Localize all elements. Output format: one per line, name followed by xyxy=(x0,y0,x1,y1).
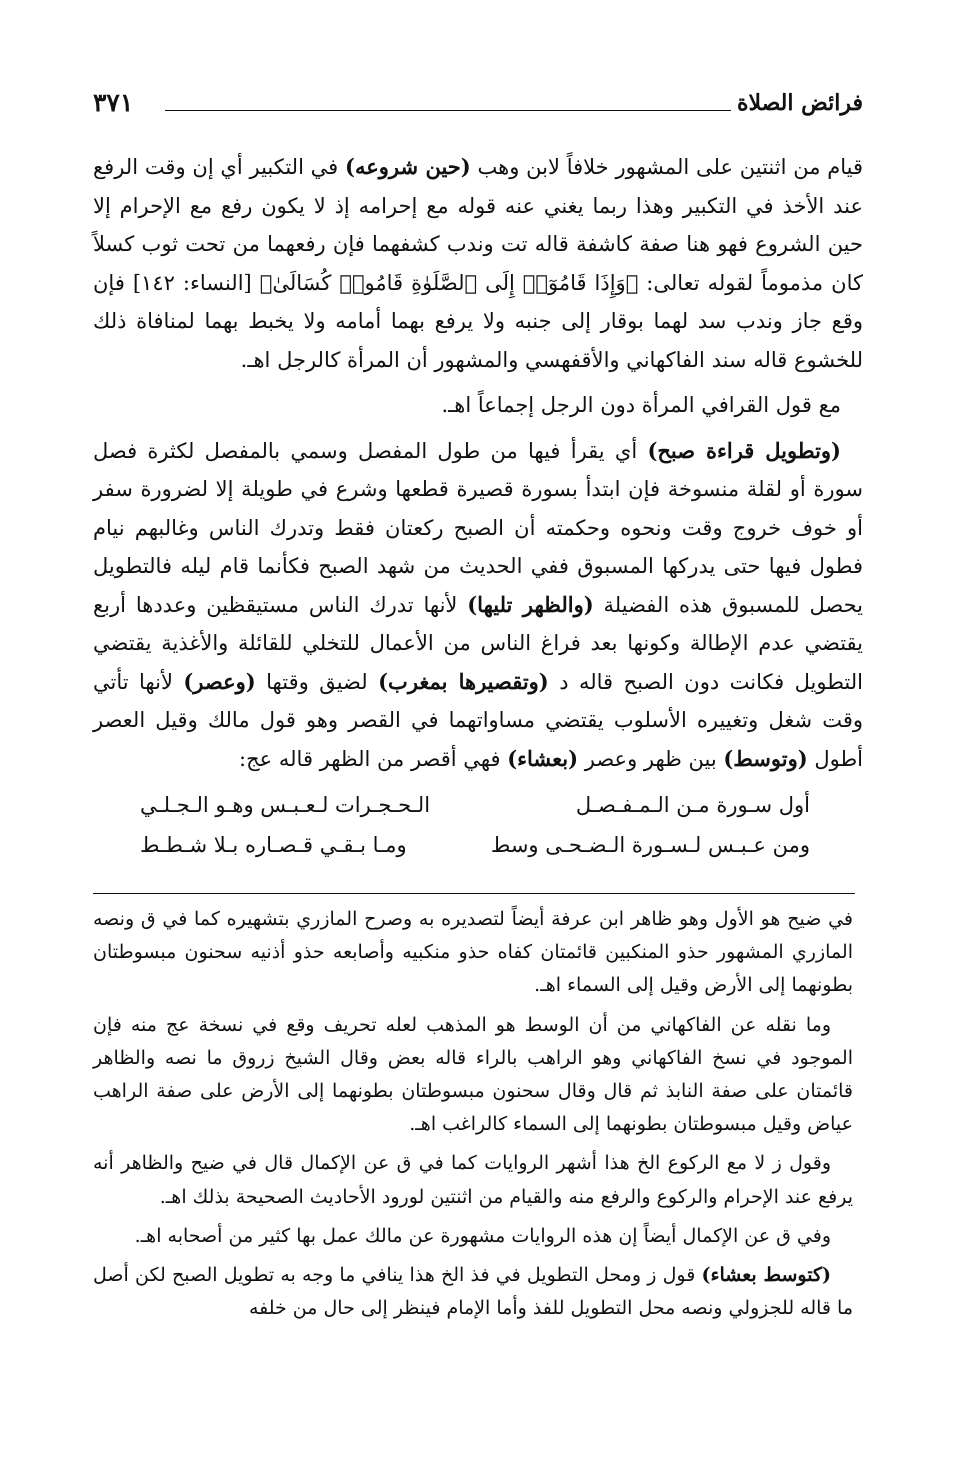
bold-term: (وتقصيرها بمغرب) xyxy=(378,668,549,694)
footnote-paragraph: وقول ز لا مع الركوع الخ هذا أشهر الروايات كما في ق عن الإكمال قال في ضيح والظاهر أنه يرفع عند الإحرام والركوع والرفع منه والقيام من اثنتين لورود الأحاديث الصحيحة بذلك اهـ. xyxy=(93,1152,853,1208)
bold-term: (وتوسط) xyxy=(723,745,808,771)
footnote-separator xyxy=(93,893,855,894)
poem-verse-2 xyxy=(140,833,810,873)
text-run: في التكبير أي إن وقت الرفع عند الأخذ في التكبير وهذا ربما يغني عنه قوله مع إحرامه إذ لا يكون رفع مع الإحرام إلا حين الشروع فهو هنا صفة كاشفة قاله تت وندب كشفهما فإن رفعهما من تحت ثوب كسلاً كان مذموماً لقوله تعالى: ﴿وَإِذَا قَامُوٓا۟ إِلَى ٱلصَّلَوٰةِ قَامُوا۟ كُسَالَىٰ﴾ [النساء: ١٤٢] فإن وقع جاز وندب سد لهما بوقار إلى جنبه ولا يرفع بهما أمامه ولا يخبط بهما لمنافاة ذلك للخشوع قاله سند الفاكهاني والأقفهسي والمشهور أن المرأة كالرجل اهـ. xyxy=(93,155,863,372)
bold-term: (والظهر تليها) xyxy=(467,591,594,617)
header-rule xyxy=(165,110,731,111)
paragraph-2: مع قول القرافي المرأة دون الرجل إجماعاً اهـ. xyxy=(441,393,841,417)
bold-term: (كتوسط بعشاء) xyxy=(701,1264,831,1287)
bold-term: (وتطويل قراءة صبح) xyxy=(647,437,841,463)
footnotes xyxy=(93,903,853,1325)
main-text xyxy=(93,148,863,778)
page-header xyxy=(93,88,863,128)
page-number: ٣٧١ xyxy=(93,88,134,117)
text-run: لأنها تأتي وقت شغل وتغييره الأسلوب يقتضي مساواتهما في القصر وهو قول مالك وقيل العصر أطول xyxy=(93,669,863,771)
text-run: قول ز ومحل التطويل في فذ الخ هذا ينافي ما وجه به تطويل الصبح لكن أصل ما قاله للجزولي ونصه محل التطويل للفذ وأما الإمام فينظر إلى حال من خلفه xyxy=(93,1264,853,1320)
text-run: أي يقرأ فيها من طول المفصل وسمي بالمفصل لكثرة فصل سورة أو لقلة منسوخة فإن ابتدأ بسورة قصيرة قطعها وشرع في طويلة إلا لضرورة سفر أو خوف خروج وقت ونحوه وحكمته أن الصبح ركعتان فقط وتدرك الناس وغالبهم نيام فطول فيها حتى يدركها المسبوق ففي الحديث من شهد الصبح فكأنما قام ليله فالتطويل يحصل للمسبوق هذه الفضيلة xyxy=(93,438,864,617)
poem-verse-1 xyxy=(140,793,810,833)
paragraph-3 xyxy=(93,432,863,779)
bold-term: (بعشاء) xyxy=(507,745,579,771)
text-run: لضيق وقتها xyxy=(255,669,379,694)
text-run: بين ظهر وعصر xyxy=(578,746,724,771)
text-run: لأنها تدرك الناس مستيقظين وعددها أربع يقتضي عدم الإطالة وكونها بعد فراغ الناس من الأعمال للتخلي للقائلة والأغذية يقتضي التطويل فكانت دون الصبح قاله د xyxy=(93,592,863,694)
verse-hemistich-right: أول سـورة مـن الـمـفـصـل xyxy=(575,793,810,817)
verse-hemistich-left: ومـا بـقـي قـصـاره بـلا شـطـط xyxy=(140,833,407,857)
footnote-paragraph: في ضيح هو الأول وهو ظاهر ابن عرفة أيضاً لتصديره به وصرح المازري بتشهيره كما في ق ونصه المازري المشهور حذو المنكبين قائمتان كفاه حذو منكبيه وأصابعه حذو أذنيه سحنون مبسوطتان بطونهما إلى الأرض وقيل إلى السماء اهـ. xyxy=(93,908,854,997)
verse-hemistich-left: الـحـجـرات لـعـبـس وهـو الـجـلـي xyxy=(140,793,431,817)
paragraph-1 xyxy=(93,148,863,379)
text-run: قيام من اثنتين على المشهور خلافاً لابن وهب xyxy=(470,155,864,179)
verse-hemistich-right: ومن عـبـس لـسـورة الـضـحـى وسط xyxy=(490,833,810,857)
text-run: فهي أقصر من الظهر قاله عج: xyxy=(239,746,508,771)
bold-term: (وعصر) xyxy=(183,668,256,694)
footnote-paragraph: وفي ق عن الإكمال أيضاً إن هذه الروايات مشهورة عن مالك عمل بها كثير من أصحابه اهـ. xyxy=(134,1224,831,1247)
footnote-paragraph: وما نقله عن الفاكهاني من أن الوسط هو المذهب لعله تحريف وقع في نسخة عج منه فإن الموجود في نسخ الفاكهاني وهو الراهب بالراء قاله بعض وقال الشيخ زروق ما نصه والظاهر قائمتان على صفة النابذ ثم قال وقال سحنون مبسوطتان بطونهما إلى الأرض على صفة الراهب عياض وقيل مبسوطتان بطونهما إلى السماء كالراغب اهـ. xyxy=(93,1013,853,1136)
bold-term: (حين شروعه) xyxy=(345,154,471,179)
running-title: فرائض الصلاة xyxy=(736,90,863,116)
footnote-paragraph xyxy=(93,1259,853,1325)
